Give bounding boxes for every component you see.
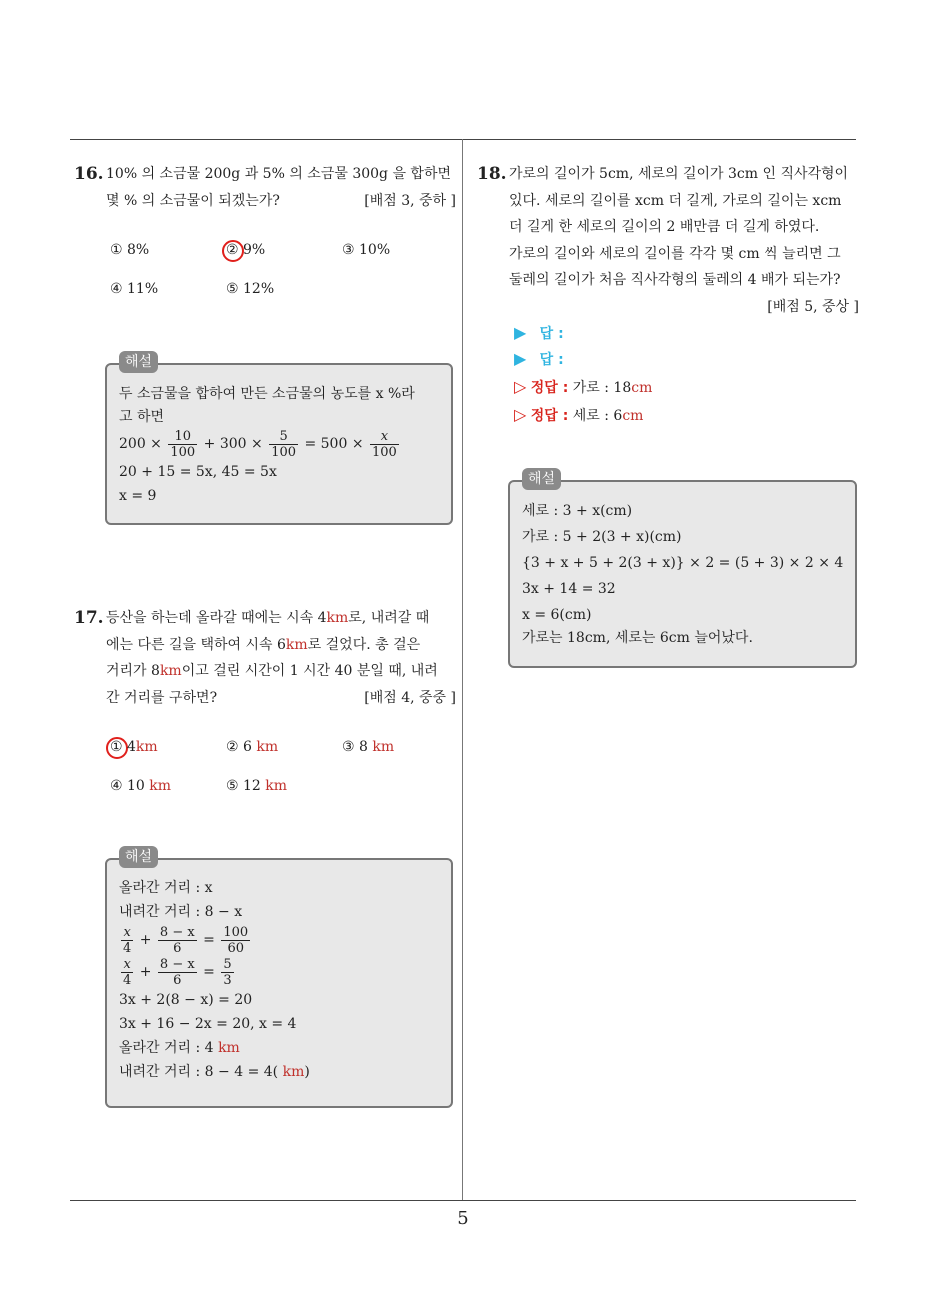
q18-sol-line-3: {3 + x + 5 + 2(3 + x)} × 2 = (5 + 3) × 2 × 4 — [522, 555, 844, 571]
q16-eq-c: = 500 × — [304, 436, 364, 452]
q18-answer-2[interactable] — [514, 349, 564, 369]
q17-line-4 — [106, 685, 456, 712]
q17-frac-d-num: x — [121, 957, 133, 973]
q18-answer-1[interactable] — [514, 323, 564, 343]
q17-line-2a: 에는 다른 길을 택하여 시속 6 — [106, 636, 286, 653]
q17-frac-e — [158, 957, 197, 988]
q17-frac-e-num: 8 − x — [159, 956, 195, 972]
q17-frac-a-den: 4 — [123, 940, 132, 956]
play-triangle-icon: ▶ — [514, 349, 527, 368]
q17-line-4-text: 간 거리를 구하면? — [106, 689, 218, 706]
q18-answer-1-label: 답 : — [539, 326, 564, 342]
q17-frac-a — [121, 925, 133, 956]
q17-frac-b-den: 6 — [173, 940, 182, 956]
q17-line-1b: 로, 내려갈 때 — [348, 610, 430, 626]
q17-sol-line-5: 3x + 2(8 − x) = 20 — [119, 992, 253, 1008]
q16-option-1[interactable]: ① 8% — [110, 242, 150, 258]
q17-option-5-text: ⑤ 12 — [226, 778, 261, 794]
q16-line-2 — [106, 188, 456, 215]
q18-answer-2-label: 답 : — [539, 352, 564, 368]
q16-sol-line-2: 고 하면 — [119, 409, 165, 425]
q17-solution-tag: 해설 — [119, 846, 158, 868]
page-number: 5 — [457, 1208, 469, 1229]
q17-option-3-text: ③ 8 — [342, 739, 368, 755]
q16-frac-2 — [269, 429, 298, 460]
q17-text — [106, 605, 456, 711]
q16-option-5[interactable]: ⑤ 12% — [226, 281, 275, 297]
q16-frac-1-num: 10 — [168, 429, 197, 445]
q17-unit-km-2: km — [285, 636, 308, 653]
q17-unit-km-3: km — [159, 663, 182, 679]
q18-meta: [배점 5, 중상 ] — [767, 298, 859, 315]
q16-text — [106, 161, 456, 214]
q17-option-4[interactable] — [110, 778, 171, 794]
q18-text — [509, 161, 859, 320]
q17-line-2b: 로 걸었다. 총 걸은 — [307, 636, 421, 653]
q16-frac-3-num: x — [370, 429, 399, 445]
q17-frac-c — [221, 925, 250, 956]
column-divider — [462, 139, 463, 1200]
q17-sol-line-2: 내려간 거리 : 8 − x — [119, 904, 243, 920]
q17-sol-line-7-text: 올라간 거리 : 4 — [119, 1040, 214, 1056]
q18-number: 18. — [477, 164, 507, 184]
q16-option-3[interactable]: ③ 10% — [342, 242, 391, 258]
q17-frac-e-den: 6 — [173, 972, 182, 988]
q17-option-4-text: ④ 10 — [110, 778, 145, 794]
q18-line-5: 둘레의 길이가 처음 직사각형의 둘레의 4 배가 되는가? — [509, 272, 841, 288]
play-triangle-icon: ▶ — [514, 323, 527, 342]
q17-frac-f — [221, 957, 233, 988]
q16-frac-3 — [370, 429, 399, 460]
q17-solution-box — [105, 849, 453, 1108]
q17-line-3 — [106, 658, 456, 685]
q18-sol-line-1: 세로 : 3 + x(cm) — [522, 503, 633, 519]
q18-correct-2 — [514, 405, 643, 425]
q17-meta: [배점 4, 중중 ] — [364, 689, 456, 706]
q18-line-1: 가로의 길이가 5cm, 세로의 길이가 3cm 인 직사각형이 — [509, 166, 849, 182]
q18-correct-2-value: 세로 : 6 — [572, 408, 623, 424]
q17-frac-b — [158, 925, 197, 956]
q18-correct-1-unit: cm — [631, 380, 653, 396]
q17-sol-line-8b: ) — [304, 1064, 310, 1080]
q16-option-4[interactable]: ④ 11% — [110, 281, 159, 297]
q17-sol-line-8 — [119, 1060, 439, 1084]
q17-frac-f-num: 5 — [223, 956, 232, 972]
q18-solution-tag: 해설 — [522, 468, 561, 490]
q17-option-5[interactable] — [226, 778, 287, 794]
q17-frac-c-num: 100 — [223, 924, 249, 940]
q18-correct-2-unit: cm — [622, 408, 644, 424]
q18-meta-row — [509, 294, 859, 321]
q17-eq-2: = — [203, 964, 215, 980]
q17-line-1a: 등산을 하는데 올라갈 때에는 시속 4 — [106, 610, 327, 626]
q16-solution-tag: 해설 — [119, 351, 158, 373]
q16-meta: [배점 3, 중하 ] — [364, 192, 456, 209]
q17-number: 17. — [74, 608, 104, 628]
q16-solution-box — [105, 354, 453, 525]
q17-sol-line-6: 3x + 16 − 2x = 20, x = 4 — [119, 1016, 297, 1032]
q18-solution-box — [508, 471, 857, 668]
bottom-rule — [70, 1200, 856, 1201]
q18-sol-line-4: 3x + 14 = 32 — [522, 581, 616, 597]
q16-eq-b: + 300 × — [203, 436, 263, 452]
q17-option-1-text: ① 4 — [110, 739, 136, 755]
q16-frac-2-den: 100 — [271, 444, 297, 460]
q18-line-3: 더 길게 한 세로의 길이의 2 배만큼 더 길게 하였다. — [509, 219, 820, 235]
q16-frac-3-den: 100 — [372, 444, 397, 460]
q17-frac-d — [121, 957, 133, 988]
q18-correct-1-label: 정답 : — [530, 380, 569, 396]
q16-option-2[interactable]: ② 9% — [226, 242, 266, 258]
q17-option-2[interactable] — [226, 739, 278, 755]
q16-line-2-text: 몇 % 의 소금물이 되겠는가? — [106, 192, 280, 209]
q17-frac-a-num: x — [121, 925, 133, 941]
q17-frac-d-den: 4 — [123, 972, 132, 988]
q17-option-3[interactable] — [342, 739, 394, 755]
q17-frac-b-num: 8 − x — [159, 924, 195, 940]
q18-sol-line-6: 가로는 18cm, 세로는 6cm 늘어났다. — [522, 630, 753, 646]
q17-line-3b: 이고 걸린 시간이 1 시간 40 분일 때, 내려 — [181, 663, 438, 679]
q16-eq-a: 200 × — [119, 436, 162, 452]
q17-line-2 — [106, 632, 456, 659]
q17-frac-c-den: 60 — [227, 940, 245, 956]
q16-sol-line-4: 20 + 15 = 5x, 45 = 5x — [119, 464, 277, 480]
q18-correct-1 — [514, 377, 652, 397]
q16-line-1: 10% 의 소금물 200g 과 5% 의 소금물 300g 을 합하면 — [106, 166, 452, 182]
outline-triangle-icon: ▷ — [514, 405, 527, 424]
q17-line-1 — [106, 605, 456, 632]
q16-sol-line-1: 두 소금물을 합하여 만든 소금물의 농도를 x %라 — [119, 386, 415, 402]
q17-option-1[interactable] — [110, 739, 158, 755]
q17-option-4-unit: km — [149, 778, 172, 794]
q18-correct-2-label: 정답 : — [530, 408, 569, 424]
q17-eq-1: = — [203, 932, 215, 948]
q17-frac-f-den: 3 — [223, 972, 232, 988]
q17-sol-line-1: 올라간 거리 : x — [119, 880, 213, 896]
q17-option-2-unit: km — [256, 739, 279, 755]
top-rule — [70, 139, 856, 140]
q18-correct-1-value: 가로 : 18 — [572, 380, 632, 396]
q16-frac-2-num: 5 — [269, 429, 298, 445]
outline-triangle-icon: ▷ — [514, 377, 527, 396]
q17-plus-1: + — [139, 932, 152, 948]
q18-sol-line-5: x = 6(cm) — [522, 607, 592, 623]
q17-option-1-unit: km — [135, 739, 158, 755]
q17-sol-line-8a: 내려간 거리 : 8 − 4 = 4( — [119, 1064, 279, 1080]
q17-sol-equation-2 — [119, 956, 439, 988]
q17-sol-equation-1 — [119, 924, 439, 956]
q16-sol-equation — [119, 427, 439, 461]
q17-option-2-text: ② 6 — [226, 739, 252, 755]
q16-frac-1 — [168, 429, 197, 460]
q17-sol-line-7-unit: km — [218, 1040, 240, 1056]
q18-line-2: 있다. 세로의 길이를 xcm 더 길게, 가로의 길이는 xcm — [509, 192, 842, 209]
q16-frac-1-den: 100 — [170, 444, 196, 460]
q17-sol-line-7 — [119, 1036, 439, 1060]
q17-option-3-unit: km — [372, 739, 395, 755]
q17-sol-line-8-unit: km — [282, 1064, 305, 1080]
q16-number: 16. — [74, 164, 104, 184]
q18-sol-line-2: 가로 : 5 + 2(3 + x)(cm) — [522, 529, 682, 545]
q16-sol-line-5: x = 9 — [119, 488, 157, 504]
q18-line-4: 가로의 길이와 세로의 길이를 각각 몇 cm 씩 늘리면 그 — [509, 245, 841, 262]
q17-line-3a: 거리가 8 — [106, 663, 160, 679]
q17-unit-km-1: km — [326, 610, 349, 626]
q17-option-5-unit: km — [265, 778, 288, 794]
q17-plus-2: + — [139, 964, 152, 980]
